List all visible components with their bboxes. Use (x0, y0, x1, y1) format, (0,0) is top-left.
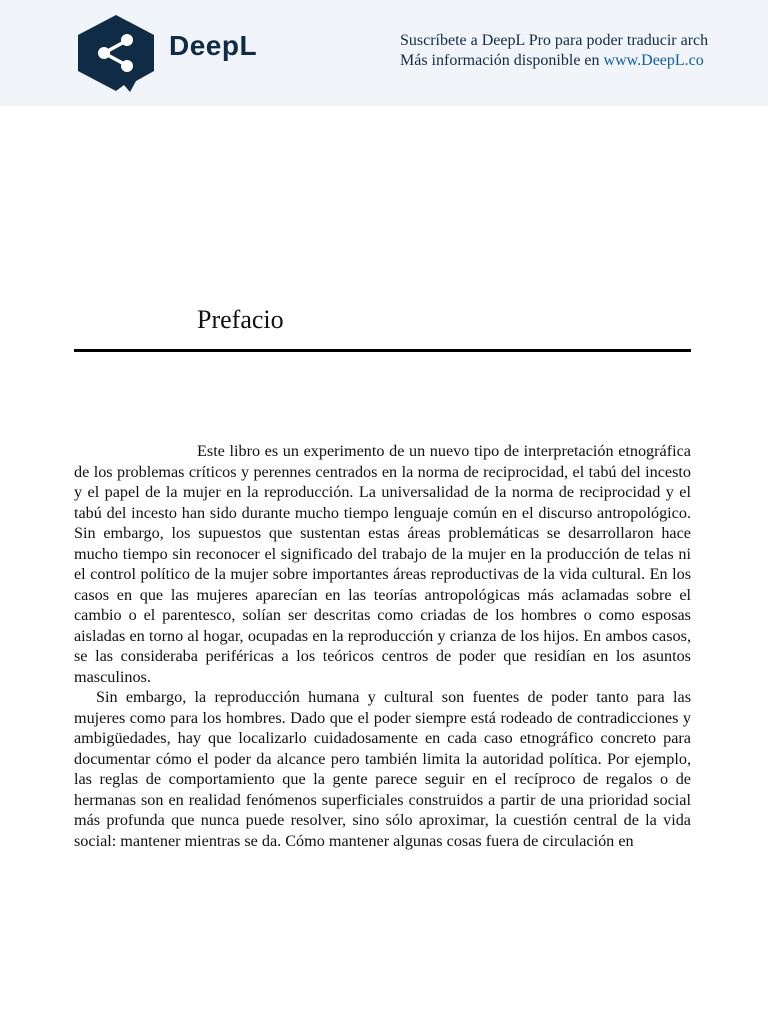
promo-line-2 (400, 51, 708, 71)
promo-line-2-prefix: Más información disponible en (400, 52, 604, 69)
page-title: Prefacio (197, 305, 284, 334)
promo-text (400, 31, 708, 71)
deepl-banner (0, 0, 768, 106)
paragraph-1: Este libro es un experimento de un nuevo tipo de interpretación etnográfica de los problemas críticos y perennes centrados en la norma de reciprocidad, el tabú del incesto y el papel de la mujer en la reproducción. La universalidad de la norma de reciprocidad y el tabú del incesto han sido durante mucho tiempo lenguaje común en el discurso antropológico. Sin embargo, los supuestos que sustentan estas áreas problemáticas se desarrollaron hace mucho tiempo sin reconocer el significado del trabajo de la mujer en la producción de telas ni el control político de la mujer sobre importantes áreas reproductivas de la vida cultural. En los casos en que las mujeres aparecían en las teorías antropológicas más aclamadas sobre el cambio o el parentesco, solían ser descritas como criadas de los hombres o como esposas aisladas en torno al hogar, ocupadas en la reproducción y crianza de los hijos. En ambos casos, se las consideraba periféricas a los teóricos centros de poder que residían en los asuntos masculinos. (74, 442, 691, 686)
promo-line-1: Suscríbete a DeepL Pro para poder traducir arch (400, 32, 709, 49)
document-body (74, 441, 691, 851)
paragraph-2: Sin embargo, la reproducción humana y cultural son fuentes de poder tanto para las mujeres como para los hombres. Dado que el poder siempre está rodeado de contradicciones y ambigüedades, hay que localizarlo cuidadosamente en cada caso etnográfico concreto para documentar cómo el poder da alcance pero también limita la autoridad política. Por ejemplo, las reglas de comportamiento que la gente parece seguir en el recíproco de regalos o de hermanas son en realidad fenómenos superficiales construidos a partir de una prioridad social más profunda que nunca puede resolver, sino sólo aproximar, la cuestión central de la vida social: mantener mientras se da. Cómo mantener algunas cosas fuera de circulación en (74, 688, 691, 850)
deepl-website-link[interactable]: www.DeepL.co (603, 52, 704, 69)
deepl-logo-icon[interactable] (74, 13, 158, 93)
title-divider (74, 349, 691, 352)
deepl-logo-text[interactable]: DeepL (169, 30, 258, 61)
